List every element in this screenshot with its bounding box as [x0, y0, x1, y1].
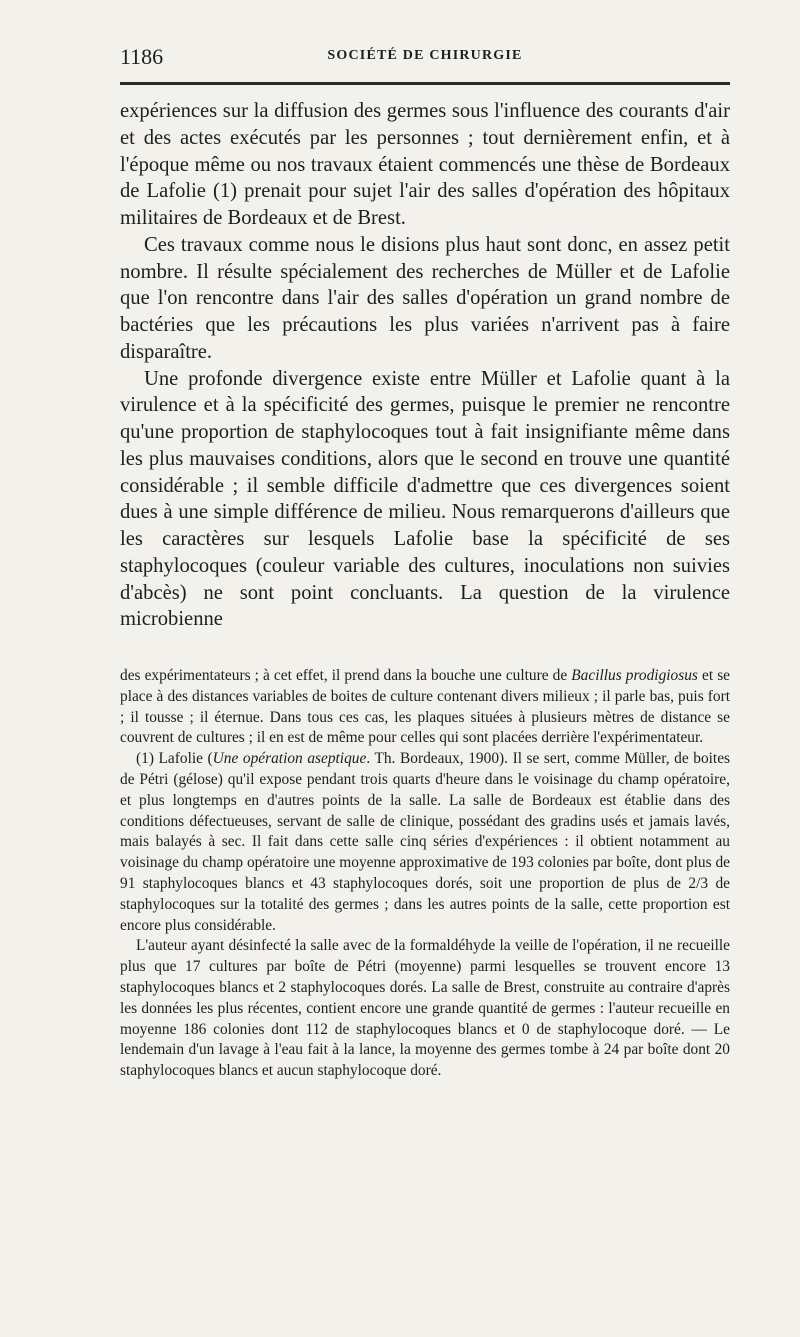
footnote-text: (1) Lafolie (: [136, 750, 213, 768]
paragraph-1: expériences sur la diffusion des germes sous l'influence des courants d'air et des actes exécutés par les personnes ; tout dernièrement enfin, et à l'époque même ou nos travaux étaient commencés une thèse de Bordeaux de Lafolie (1) prenait pour sujet l'air des salles d'opération des hôpitaux militaires de Bordeaux et de Brest.: [120, 100, 730, 229]
footnote-1: [120, 749, 730, 936]
running-title: SOCIÉTÉ DE CHIRURGIE: [327, 48, 523, 63]
footnote-continuation: [120, 666, 730, 749]
footnotes: [120, 666, 730, 1082]
footnote-text: et se place à des distances variables de boites de culture contenant divers milieux ; il parle bas, puis fort ; il tousse ; il éternue. Dans tous ces cas, les plaques situées à plusieurs mètres de distance se couvrent de cultures ; il en est de même pour celles qui sont placées derrière l'expérimentateur.: [120, 667, 731, 747]
footnote-italic: Une opération aseptique: [212, 750, 367, 768]
footnote-1-continued: L'auteur ayant désinfecté la salle avec de la formaldéhyde la veille de l'opération, il ne recueille plus que 17 cultures par boîte de Pétri (moyenne) parmi lesquelles se trouvent encore 13 staphylocoques blancs et 2 staphylocoques dorés. La salle de Brest, construite au contraire d'après les données les plus récentes, contient encore une grande quantité de germes : l'auteur recueille en moyenne 186 colonies dont 112 de staphylocoques blancs et 0 de staphylocoque doré. — Le lendemain d'un lavage à l'eau fait à la lance, la moyenne des germes tombe à 24 par boîte dont 20 staphylocoques blancs et aucun staphylocoque doré.: [120, 937, 730, 1080]
header-rule: [120, 82, 730, 85]
page-number: 1186: [120, 44, 164, 69]
footnote-text: . Th. Bordeaux, 1900). Il se sert, comme Müller, de boites de Pétri (gélose) qu'il expose pendant trois quarts d'heure dans le voisinage du champ opératoire, et plus longtemps en d'autres points de la salle. La salle de Bordeaux est établie dans des conditions défectueuses, servant de salle de clinique, possédant des gradins usés et jamais lavés, mais balayés à sec. Il fait dans cette salle cinq séries d'expériences : il obtient notamment au voisinage du champ opératoire une moyenne approximative de 193 colonies par boîte, dont plus de 91 staphylocoques blancs et 43 staphylocoques dorés, soit une proportion de plus de 2/3 de staphylocoques sur la totalité des germes ; dans les autres points de la salle, cette proportion est encore plus considérable.: [120, 750, 731, 934]
page-header: [120, 44, 730, 74]
main-text: [120, 98, 730, 633]
paragraph-2: Ces travaux comme nous le disions plus haut sont donc, en assez petit nombre. Il résulte spécialement des recherches de Müller et de Lafolie que l'on rencontre dans l'air des salles d'opération un grand nombre de bactéries que les précautions les plus variées n'arrivent pas à faire disparaître.: [120, 233, 730, 363]
footnote-text: des expérimentateurs ; à cet effet, il prend dans la bouche une culture de: [120, 667, 572, 684]
paragraph-3: Une profonde divergence existe entre Müller et Lafolie quant à la virulence et à la spécificité des germes, puisque le premier ne rencontre qu'une proportion de staphylocoques tout à fait insignifiante même dans les plus mauvaises conditions, alors que le second en trouve une quantité considérable ; il semble difficile d'admettre que ces divergences soient dues à une simple différence de milieu. Nous remarquerons d'ailleurs que les caractères sur lesquels Lafolie base la spécificité de ses staphylocoques (couleur variable des cultures, inoculations non suivies d'abcès) ne sont point concluants. La question de la virulence microbienne: [120, 367, 730, 631]
footnote-italic: Bacillus prodigiosus: [571, 667, 698, 684]
